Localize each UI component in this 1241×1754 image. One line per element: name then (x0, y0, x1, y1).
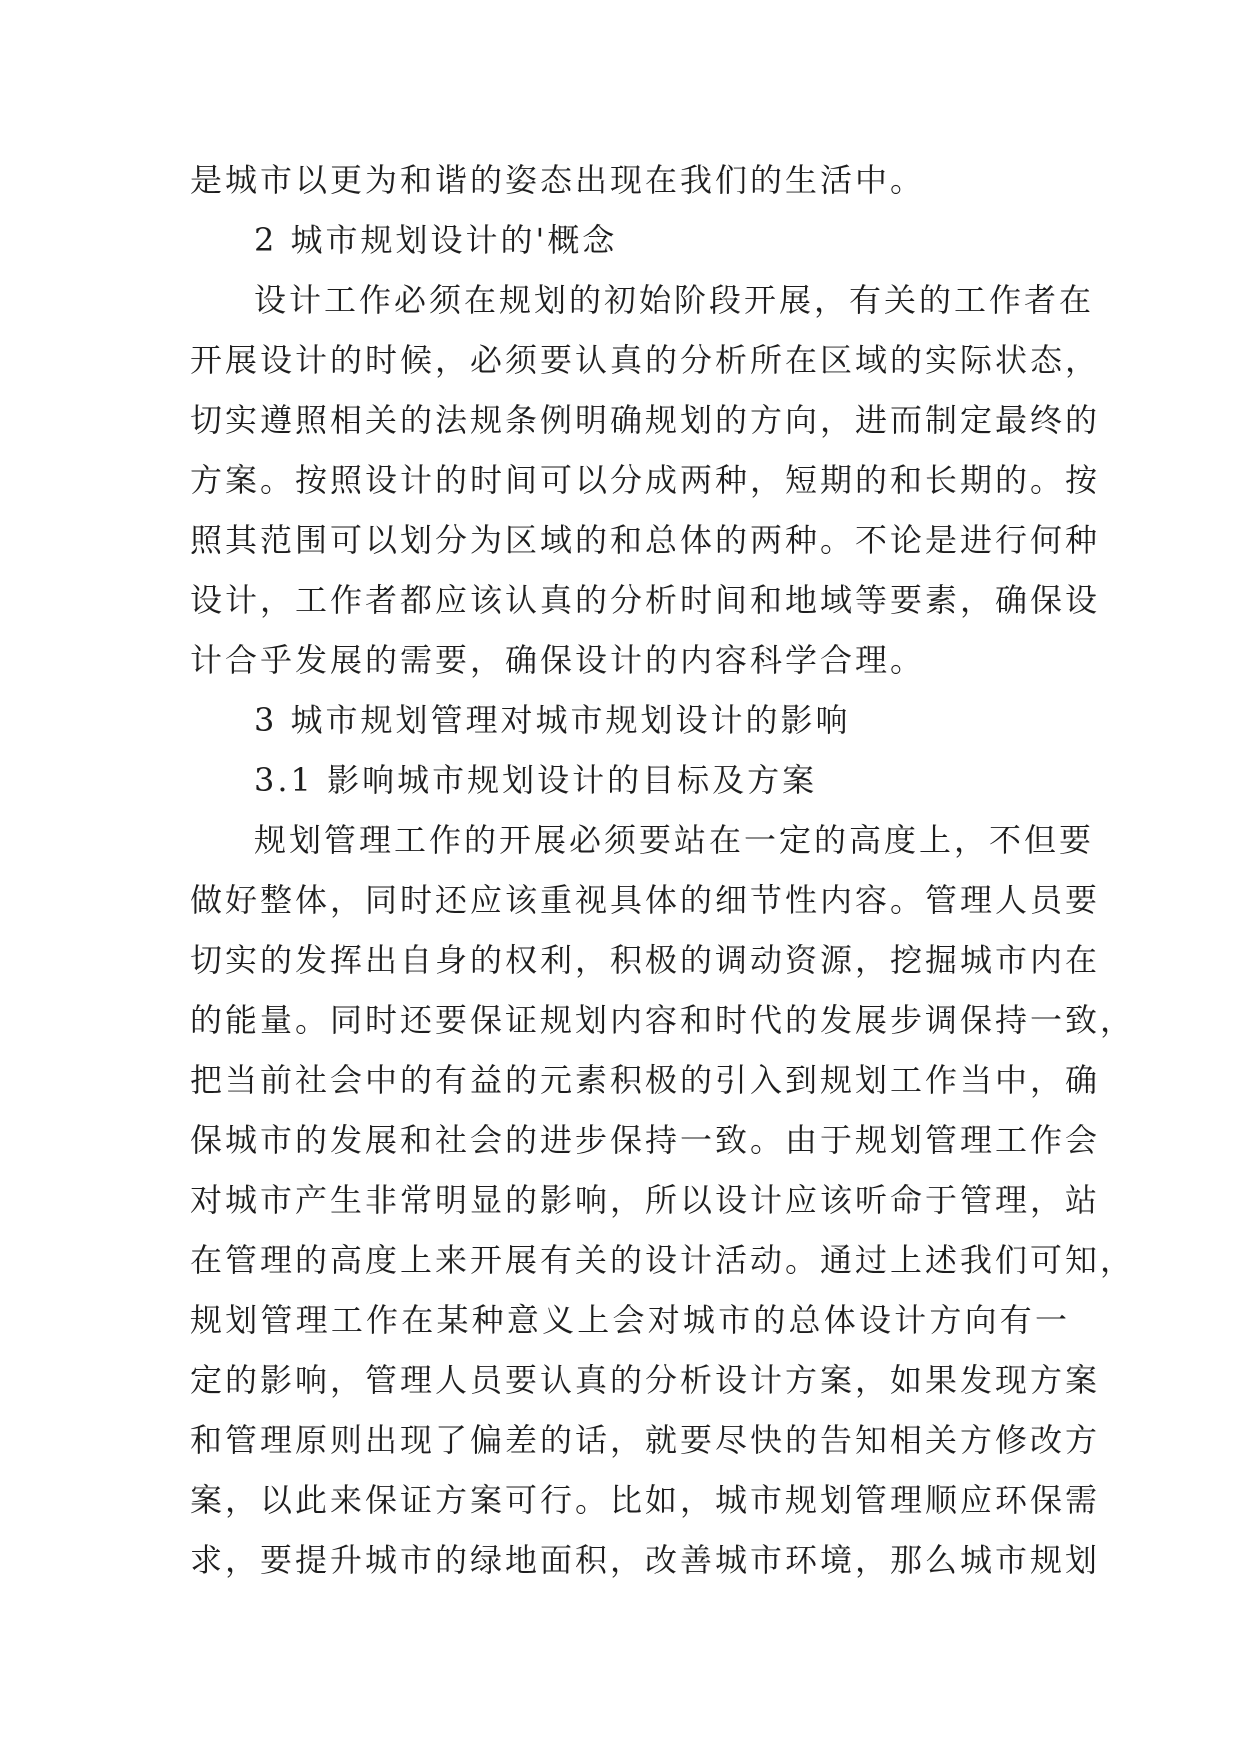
text-line: 和管理原则出现了偏差的话，就要尽快的告知相关方修改方 (190, 1421, 1101, 1459)
text-line: 做好整体，同时还应该重视具体的细节性内容。管理人员要 (190, 881, 1101, 919)
text-line: 是城市以更为和谐的姿态出现在我们的生活中。 (190, 161, 926, 199)
text-line: 案，以此来保证方案可行。比如，城市规划管理顺应环保需 (190, 1481, 1101, 1519)
text-line: 保城市的发展和社会的进步保持一致。由于规划管理工作会 (190, 1121, 1101, 1159)
text-line: 在管理的高度上来开展有关的设计活动。通过上述我们可知， (190, 1241, 1136, 1279)
text-line: 开展设计的时候，必须要认真的分析所在区域的实际状态， (190, 341, 1101, 379)
text-line: 定的影响，管理人员要认真的分析设计方案，如果发现方案 (190, 1361, 1101, 1399)
text-line: 设计工作必须在规划的初始阶段开展，有关的工作者在 (254, 281, 1095, 319)
paragraph (190, 270, 1101, 690)
text-line: 求，要提升城市的绿地面积，改善城市环境，那么城市规划 (190, 1541, 1101, 1579)
subsection-heading: 3.1 影响城市规划设计的目标及方案 (254, 761, 818, 799)
text-line: 计合乎发展的需要，确保设计的内容科学合理。 (190, 641, 926, 679)
text-line: 方案。按照设计的时间可以分成两种，短期的和长期的。按 (190, 461, 1101, 499)
section-heading: 2 城市规划设计的'概念 (254, 221, 618, 259)
section-heading: 3 城市规划管理对城市规划设计的影响 (254, 701, 851, 739)
text-line: 把当前社会中的有益的元素积极的引入到规划工作当中，确 (190, 1061, 1101, 1099)
text-line: 的能量。同时还要保证规划内容和时代的发展步调保持一致， (190, 1001, 1136, 1039)
paragraph (190, 810, 1136, 1590)
text-line: 照其范围可以划分为区域的和总体的两种。不论是进行何种 (190, 521, 1101, 559)
text-line: 规划管理工作的开展必须要站在一定的高度上，不但要 (254, 821, 1095, 859)
text-line: 切实的发挥出自身的权利，积极的调动资源，挖掘城市内在 (190, 941, 1101, 979)
text-line: 规划管理工作在某种意义上会对城市的总体设计方向有一 (190, 1301, 1070, 1339)
document-body (190, 150, 1136, 1590)
text-line: 切实遵照相关的法规条例明确规划的方向，进而制定最终的 (190, 401, 1101, 439)
text-line: 对城市产生非常明显的影响，所以设计应该听命于管理，站 (190, 1181, 1101, 1219)
text-line: 设计，工作者都应该认真的分析时间和地域等要素，确保设 (190, 581, 1101, 619)
paragraph (190, 150, 1070, 210)
